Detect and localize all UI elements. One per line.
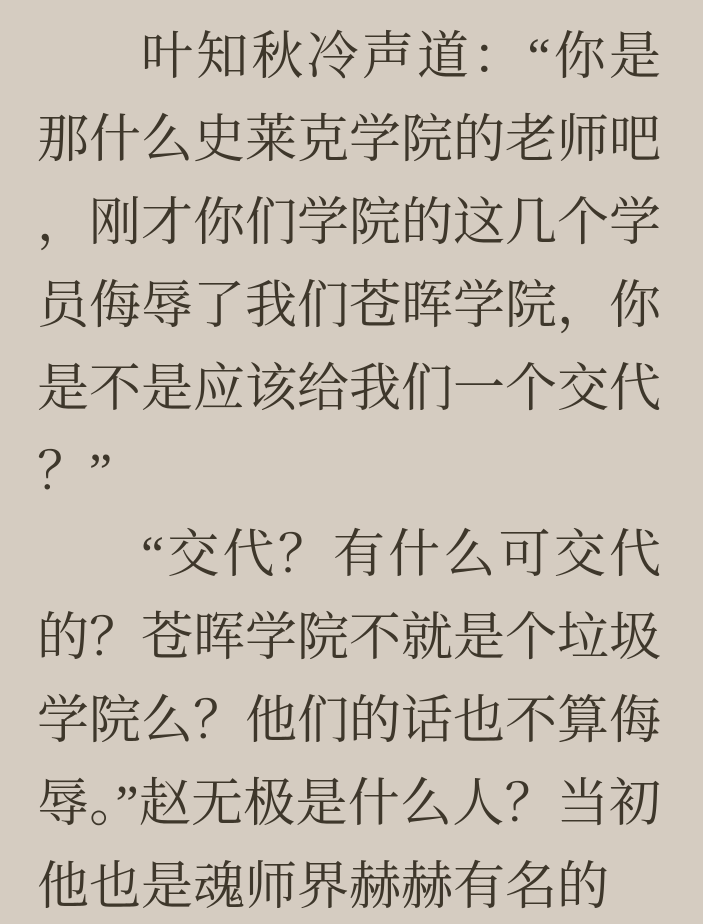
novel-paragraph-2: “交代？有什么可交代的？苍晖学院不就是个垃圾学院么？他们的话也不算侮辱。”赵无极是什么人？当初他也是魂师界赫赫有名的 <box>37 527 662 916</box>
novel-paragraph-1: 叶知秋冷声道：“你是那什么史莱克学院的老师吧，刚才你们学院的这几个学员侮辱了我们苍晖学院，你是不是应该给我们一个交代？” <box>37 29 662 501</box>
